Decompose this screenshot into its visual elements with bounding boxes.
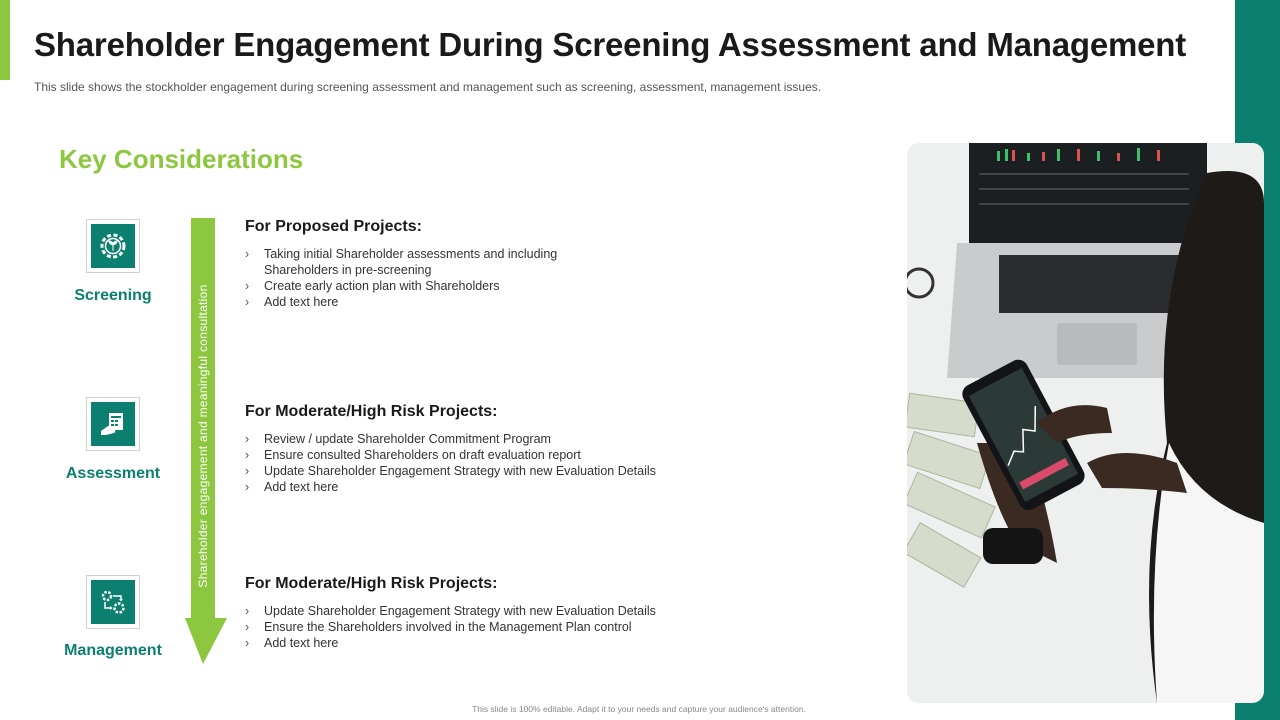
list-item: › Add text here [245,479,845,495]
section-moderate-high-risk-2 [245,575,845,651]
stage-label-assessment: Assessment [65,465,161,482]
stage-label-management: Management [64,642,162,659]
section-proposed-projects [245,218,845,310]
list-item: › Add text here [245,294,845,310]
bullet-list [245,603,845,651]
workflow-gears-icon [98,587,128,617]
slide-title: Shareholder Engagement During Screening Assessment and Management [34,26,1187,63]
list-item: › Create early action plan with Shareholders [245,278,845,294]
gear-leaf-icon [98,231,128,261]
footer-note: This slide is 100% editable. Adapt it to your needs and capture your audience's attention. [472,704,806,714]
management-icon-box [86,575,140,629]
screening-icon-box [86,219,140,273]
stage-label-screening: Screening [74,287,152,304]
arrow-label: Shareholder engagement and meaningful consultation [196,284,210,588]
hand-document-icon [98,409,128,439]
slide-subtitle: This slide shows the stockholder engagement during screening assessment and management such as screening, assessment, management issues. [34,80,822,94]
key-considerations-heading: Key Considerations [59,144,304,174]
left-accent-bar [0,0,10,80]
list-item: › Update Shareholder Engagement Strategy with new Evaluation Details [245,463,845,479]
list-item: › Ensure the Shareholders involved in the Management Plan control [245,619,845,635]
section-heading: For Moderate/High Risk Projects: [245,403,498,420]
section-heading: For Proposed Projects: [245,218,422,235]
list-item: › Ensure consulted Shareholders on draft evaluation report [245,447,845,463]
list-item: Shareholders in pre-screening [264,263,432,277]
section-heading: For Moderate/High Risk Projects: [245,575,498,592]
photo-laptop-phone-icon [907,143,1264,703]
list-item: › Taking initial Shareholder assessments and including [245,246,845,262]
list-item: › Add text here [245,635,845,651]
bullet-list [245,431,845,495]
assessment-icon-box [86,397,140,451]
list-item: › Review / update Shareholder Commitment Program [245,431,845,447]
list-item: › Update Shareholder Engagement Strategy with new Evaluation Details [245,603,845,619]
section-moderate-high-risk-1 [245,403,845,495]
bullet-list [245,246,845,310]
